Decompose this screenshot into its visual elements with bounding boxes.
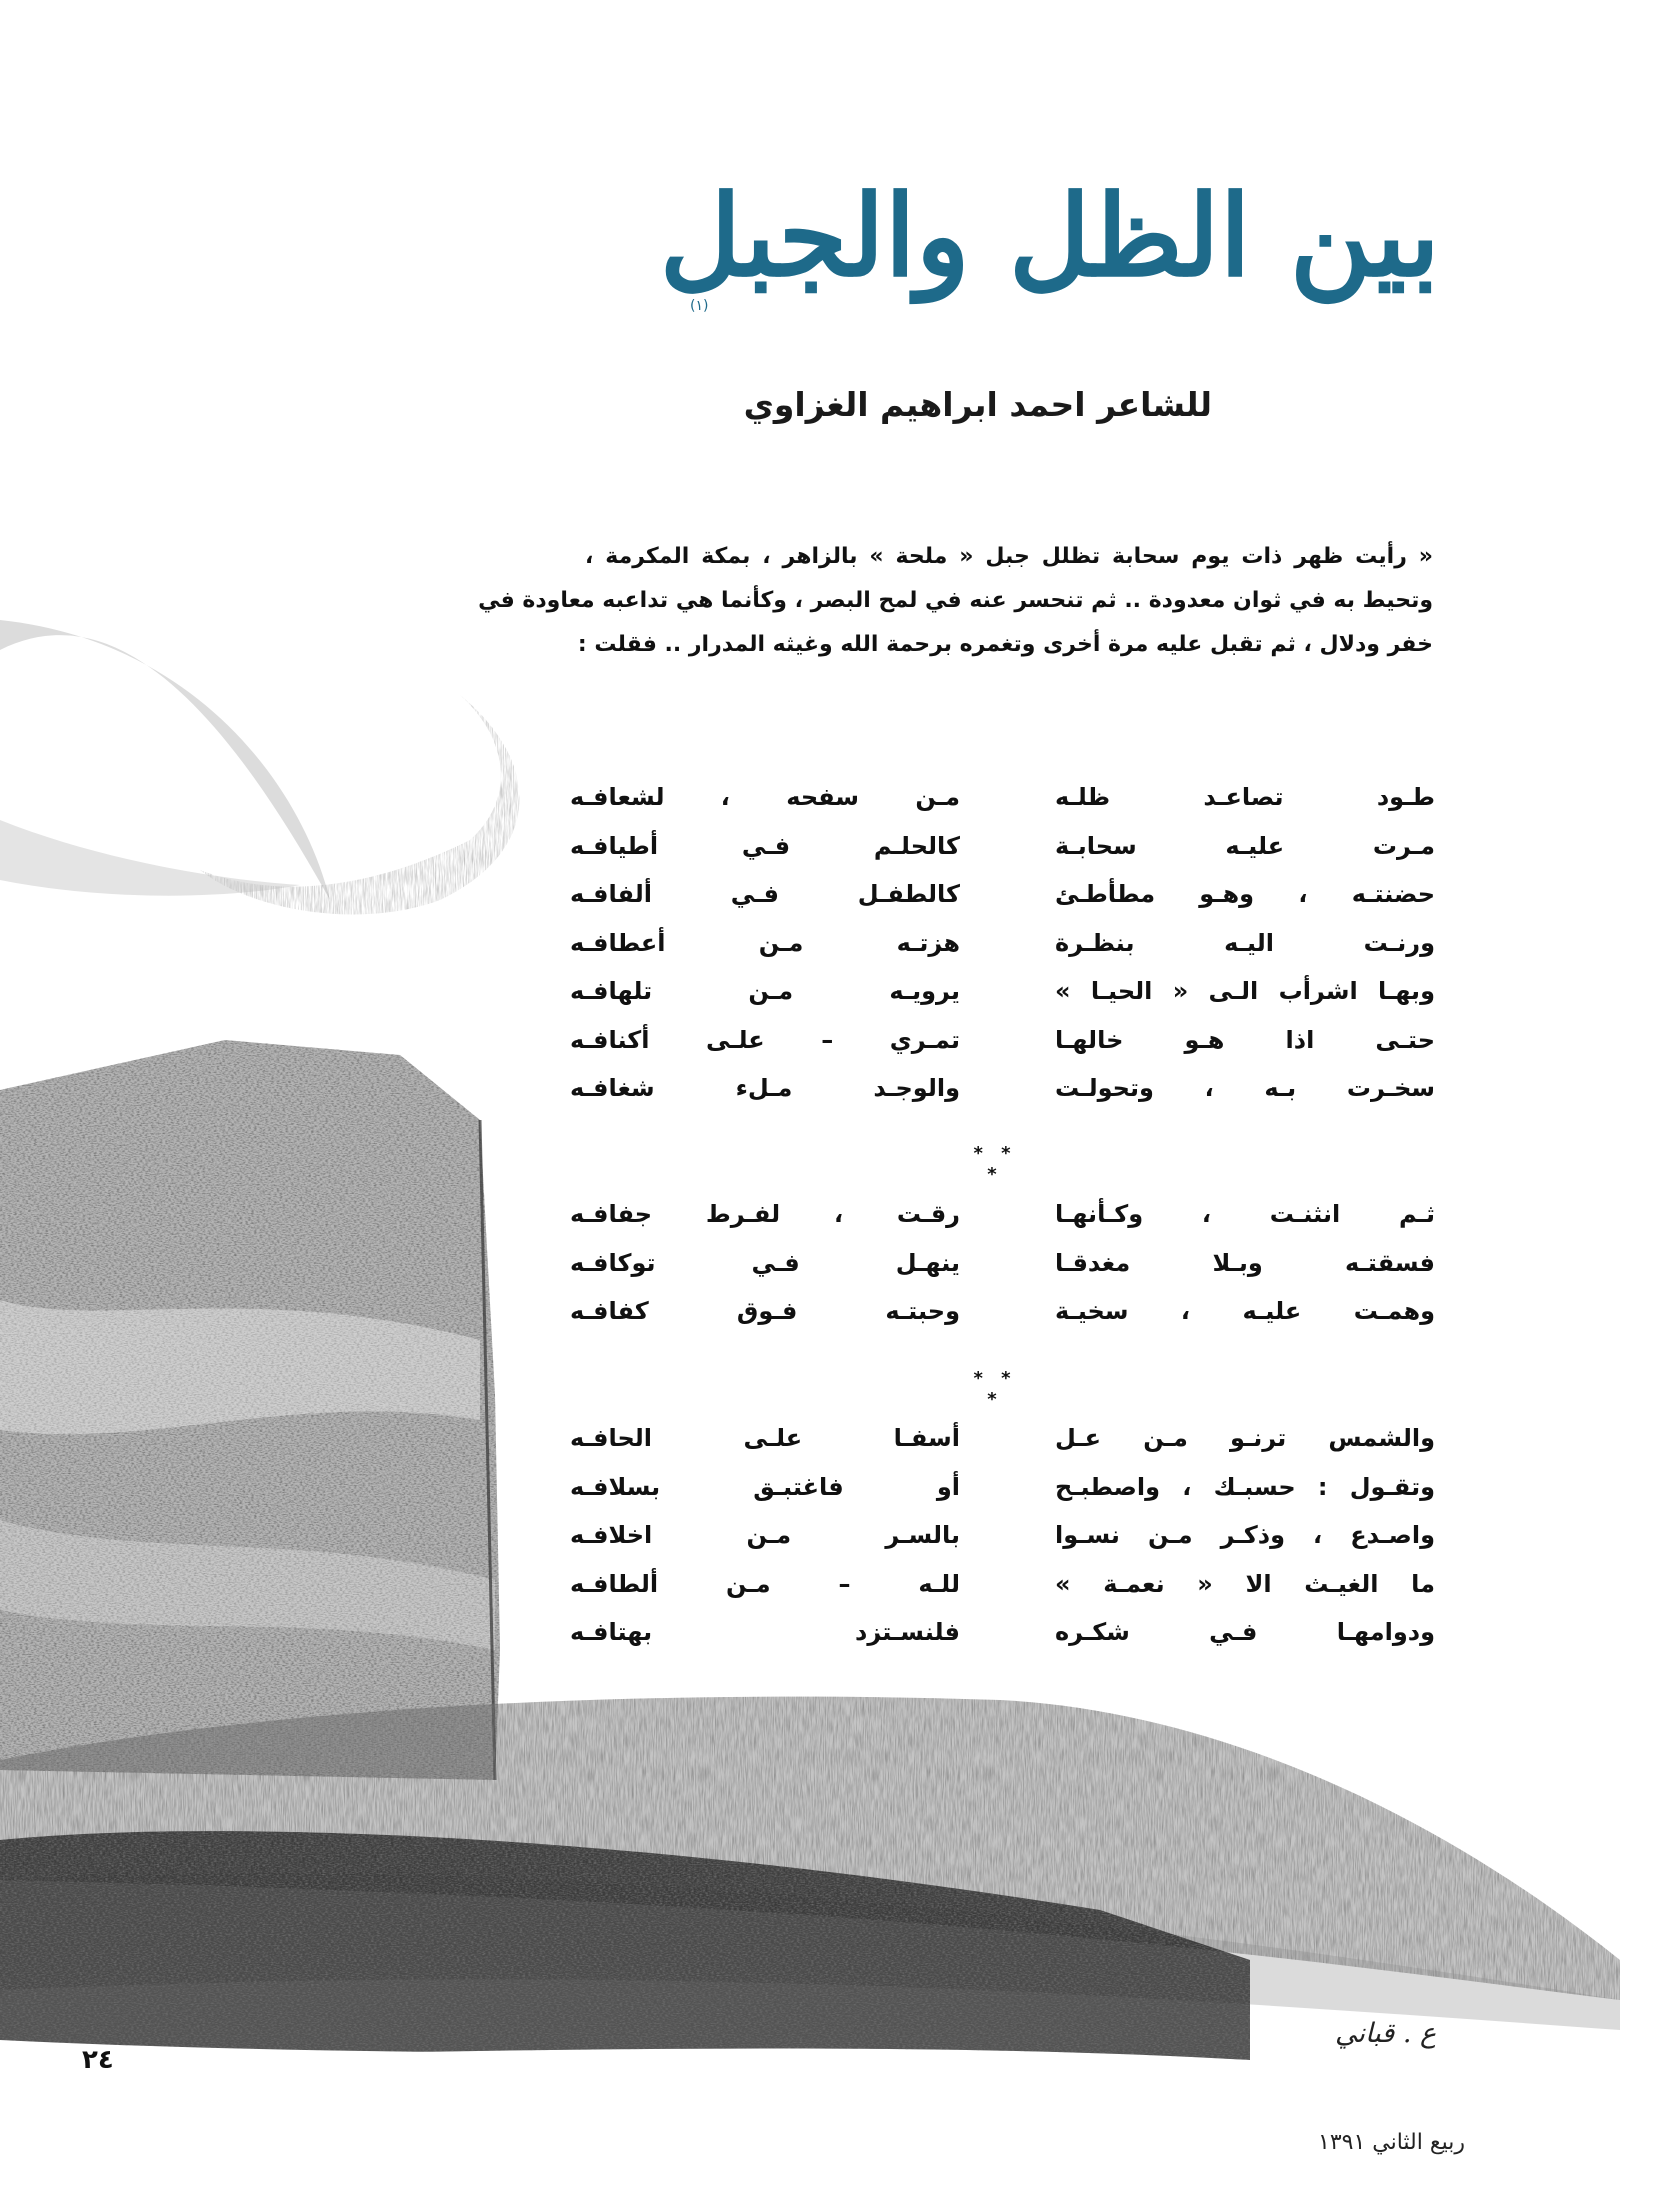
stanza-2	[570, 1190, 1435, 1336]
title-footnote-mark: (١)	[690, 298, 709, 314]
intro-line: خفر ودلال ، ثم تقبل عليه مرة أخرى وتغمره برحمة الله وغيثه المدرار .. فقلت :	[577, 632, 1433, 657]
verse-row	[570, 1560, 1435, 1609]
verse-second-hemistich: يرويـه مـن تلهافـه	[570, 977, 960, 1005]
verse-first-hemistich: واصـدع ، وذكـر مـن نسـوا	[1055, 1521, 1435, 1549]
verse-first-hemistich: حضنتـه ، وهـو مطأطـئ	[1055, 880, 1435, 908]
verse-row	[570, 967, 1435, 1016]
poem-title: بين الظل والجبل	[659, 171, 1440, 302]
verse-first-hemistich: فسقتـه وبـلا مغدقـا	[1055, 1248, 1435, 1277]
verse-second-hemistich: وحبتـه فـوق كفافـه	[570, 1297, 960, 1325]
verse-second-hemistich: مـن سفحه ، لشعافـه	[570, 783, 960, 811]
verse-first-hemistich: وبهـا اشرأب الـى « الحيـا »	[1055, 977, 1435, 1005]
verse-second-hemistich: والوجـد مـلء شغافـه	[570, 1074, 960, 1102]
verse-row	[570, 1414, 1435, 1463]
verse-first-hemistich: مـرت عليـه سحابـة	[1055, 831, 1435, 860]
page-number: ٢٤	[82, 2045, 114, 2075]
verse-row	[570, 822, 1435, 871]
verse-second-hemistich: رقـت ، لفـرط جفافـه	[570, 1200, 960, 1228]
verse-row	[570, 1608, 1435, 1657]
stanza-separator: * * *	[973, 1143, 1017, 1185]
verse-row	[570, 1511, 1435, 1560]
verse-first-hemistich: ودوامهـا فـي شكـره	[1055, 1618, 1435, 1646]
stanza-separator: * * *	[973, 1368, 1017, 1410]
mountain-block-sketch	[0, 1040, 500, 1780]
verse-row	[570, 870, 1435, 919]
artist-signature: ع . قباني	[1335, 2018, 1437, 2049]
stanza-3	[570, 1414, 1435, 1657]
verse-row	[570, 1463, 1435, 1512]
verse-first-hemistich: طـود تصاعـد ظلـه	[1055, 783, 1435, 811]
verse-second-hemistich: أو فاغتبـق بسلافـه	[570, 1472, 960, 1501]
verse-second-hemistich: فلنسـتزد بهتافـه	[570, 1618, 960, 1646]
verse-row	[570, 1287, 1435, 1336]
verse-first-hemistich: ثـم انثنـت ، وكـأنهـا	[1055, 1200, 1435, 1228]
verse-row	[570, 919, 1435, 968]
verse-second-hemistich: تمـري – علـى أكنافـه	[570, 1025, 960, 1054]
stanza-1	[570, 773, 1435, 1113]
verse-first-hemistich: حتـى اذا هـو خالهـا	[1055, 1025, 1435, 1054]
verse-second-hemistich: بالسـر مـن اخلافـه	[570, 1521, 960, 1549]
verse-row	[570, 1190, 1435, 1239]
verse-row	[570, 1016, 1435, 1065]
verse-first-hemistich: والشمس ترنـو مـن عـل	[1055, 1424, 1435, 1452]
verse-second-hemistich: كالطفـل فـي ألفافـه	[570, 880, 960, 908]
verse-second-hemistich: أسفـا علـى الحافـه	[570, 1424, 960, 1452]
verse-row	[570, 773, 1435, 822]
verse-row	[570, 1064, 1435, 1113]
issue-date: ربيع الثاني ١٣٩١	[1318, 2130, 1465, 2155]
verse-first-hemistich: ورنـت اليـه بنظـرة	[1055, 928, 1435, 957]
verse-row	[570, 1239, 1435, 1288]
author-line: للشاعر احمد ابراهيم الغزاوي	[743, 385, 1212, 424]
intro-paragraph	[478, 535, 1433, 667]
cloud-sketch	[0, 620, 519, 914]
intro-line: « رأيت ظهر ذات يوم سحابة تظلل جبل « ملحة » بالزاهر ، بمكة المكرمة ،	[585, 544, 1433, 569]
verse-first-hemistich: وتقـول : حسبـك ، واصطبـح	[1055, 1472, 1435, 1501]
verse-first-hemistich: سخـرت بـه ، وتحولـت	[1055, 1074, 1435, 1102]
verse-second-hemistich: هزتـه مـن أعطافـه	[570, 928, 960, 957]
verse-second-hemistich: كالحلـم فـي أطيافـه	[570, 831, 960, 860]
verse-second-hemistich: للـه – مـن ألطافـه	[570, 1569, 960, 1598]
verse-second-hemistich: ينهـل فـي توكافـه	[570, 1248, 960, 1277]
verse-first-hemistich: ما الغيـث الا « نعمـة »	[1055, 1569, 1435, 1598]
intro-line: وتحيط به في ثوان معدودة .. ثم تنحسر عنه في لمح البصر ، وكأنما هي تداعبه معاودة في	[478, 588, 1433, 613]
verse-first-hemistich: وهمـت عليـه ، سخيـة	[1055, 1297, 1435, 1325]
